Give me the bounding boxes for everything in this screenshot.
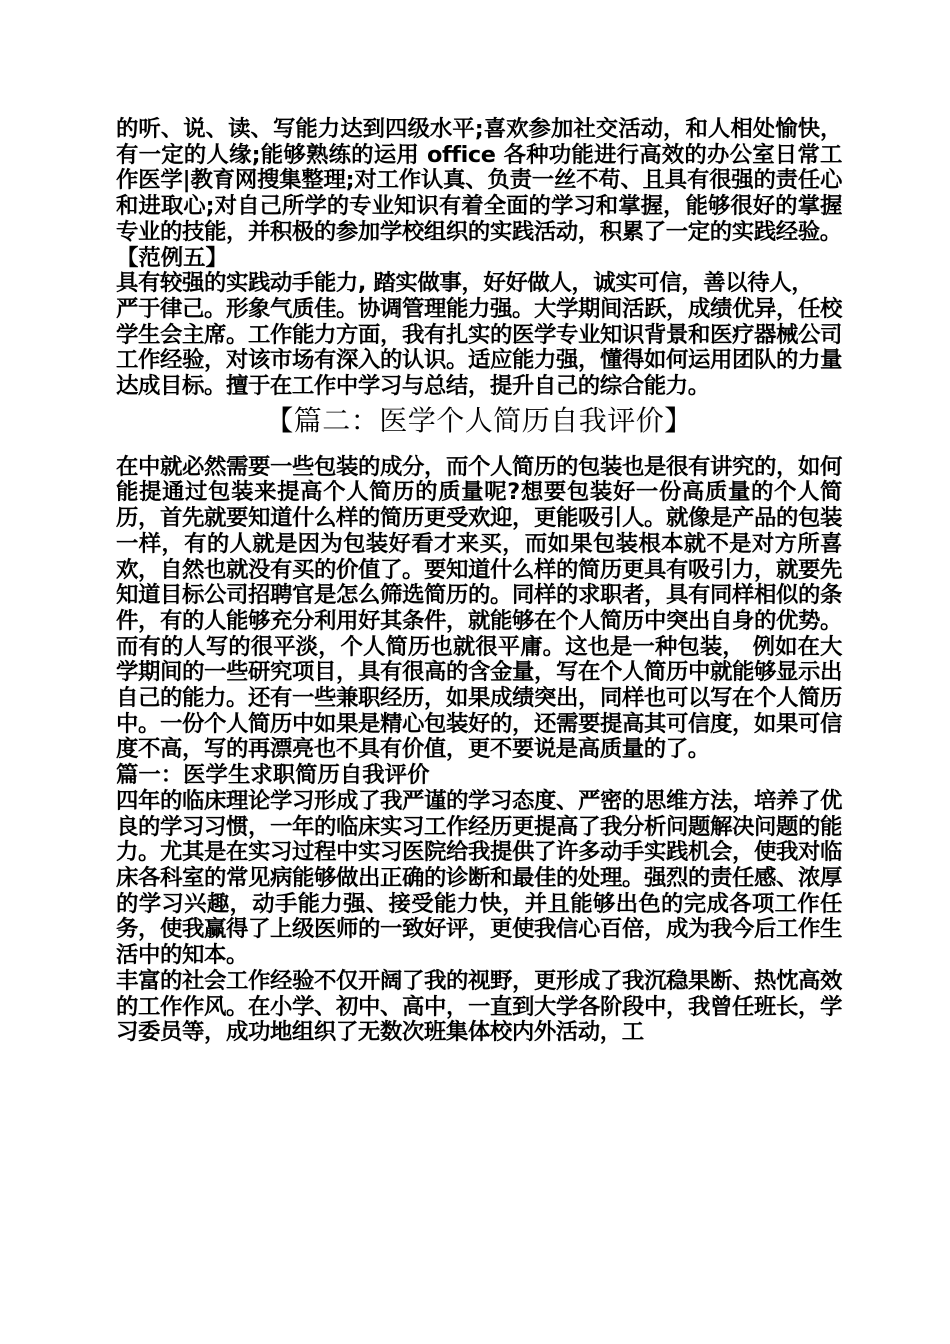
paragraph-social-experience: 丰富的社会工作经验不仅开阔了我的视野，更形成了我沉稳果断、热忱高效的工作作风。在小学、初中、高中，一直到大学各阶段中，我曾任班长，学习委员等，成功地组织了无数次班集体校内外活动，工 — [116, 967, 842, 1046]
example-5-label: 【范例五】 — [116, 244, 228, 271]
paragraph-resume-packaging: 在中就必然需要一些包装的成分，而个人简历的包装也是很有讲究的，如何能提通过包装来提高个人简历的质量呢?想要包装好一份高质量的个人简历，首先就要知道什么样的简历更受欢迎，更能吸引人。就像是产品的包装一样，有的人就是因为包装好看才来买，而如果包装根本就不是对方所喜欢，自然也就没有买的价值了。要知道什么样的简历更具有吸引力，就要先知道目标公司招聘官是怎么筛选简历的。同样的求职者，具有同样相似的条件，有的人能够充分利用好其条件，就能够在个人简历中突出自身的优势。而有的人写的很平淡，个人简历也就很平庸。这也是一种包装， 例如在大学期间的一些研究项目，具有很高的含金量，写在个人简历中就能够显示出自己的能力。还有一些兼职经历，如果成绩突出，同样也可以写在个人简历中。一份个人简历中如果是精心包装好的，还需要提高其可信度，如果可信度不高，写的再漂亮也不具有价值，更不要说是高质量的了。 — [116, 453, 842, 763]
document-page — [116, 117, 842, 1046]
paragraph-example-5-body: 严于律己。形象气质佳。协调管理能力强。大学期间活跃，成绩优异，任校学生会主席。工作能力方面，我有扎实的医学专业知识背景和医疗器械公司工作经验，对该市场有深入的认识。适应能力强，懂得如何运用团队的力量达成目标。擅于在工作中学习与总结，提升自己的综合能力。 — [116, 295, 842, 400]
paragraph-example-5-intro: 具有较强的实践动手能力, 踏实做事，好好做人，诚实可信，善以待人， — [116, 270, 814, 297]
paragraph-clinical-study: 四年的临床理论学习形成了我严谨的学习态度、严密的思维方法，培养了优良的学习习惯，一年的临床实习工作经历更提高了我分析问题解决问题的能力。尤其是在实习过程中实习医院给我提供了许多动手实践机会，使我对临床各科室的常见病能够做出正确的诊断和最佳的处理。强烈的责任感、浓厚的学习兴趣，动手能力强、接受能力快，并且能够出色的完成各项工作任务，使我赢得了上级医师的一致好评，更使我信心百倍，成为我今后工作生活中的知本。 — [116, 787, 842, 969]
paragraph-skills: 的听、说、读、写能力达到四级水平;喜欢参加社交活动，和人相处愉快，有一定的人缘;能够熟练的运用 office 各种功能进行高效的办公室日常工作医学|教育网搜集整理;对工作认真、负责一丝不苟、且具有很强的责任心和进取心;对自己所学的专业知识有着全面的学习和掌握，能够很好的掌握专业的技能，并积极的参加学校组织的实践活动，积累了一定的实践经验。 — [116, 116, 842, 245]
section-heading: 【篇二：医学个人简历自我评价】 — [265, 403, 693, 437]
part-1-label: 篇一：医学生求职简历自我评价 — [116, 762, 430, 789]
